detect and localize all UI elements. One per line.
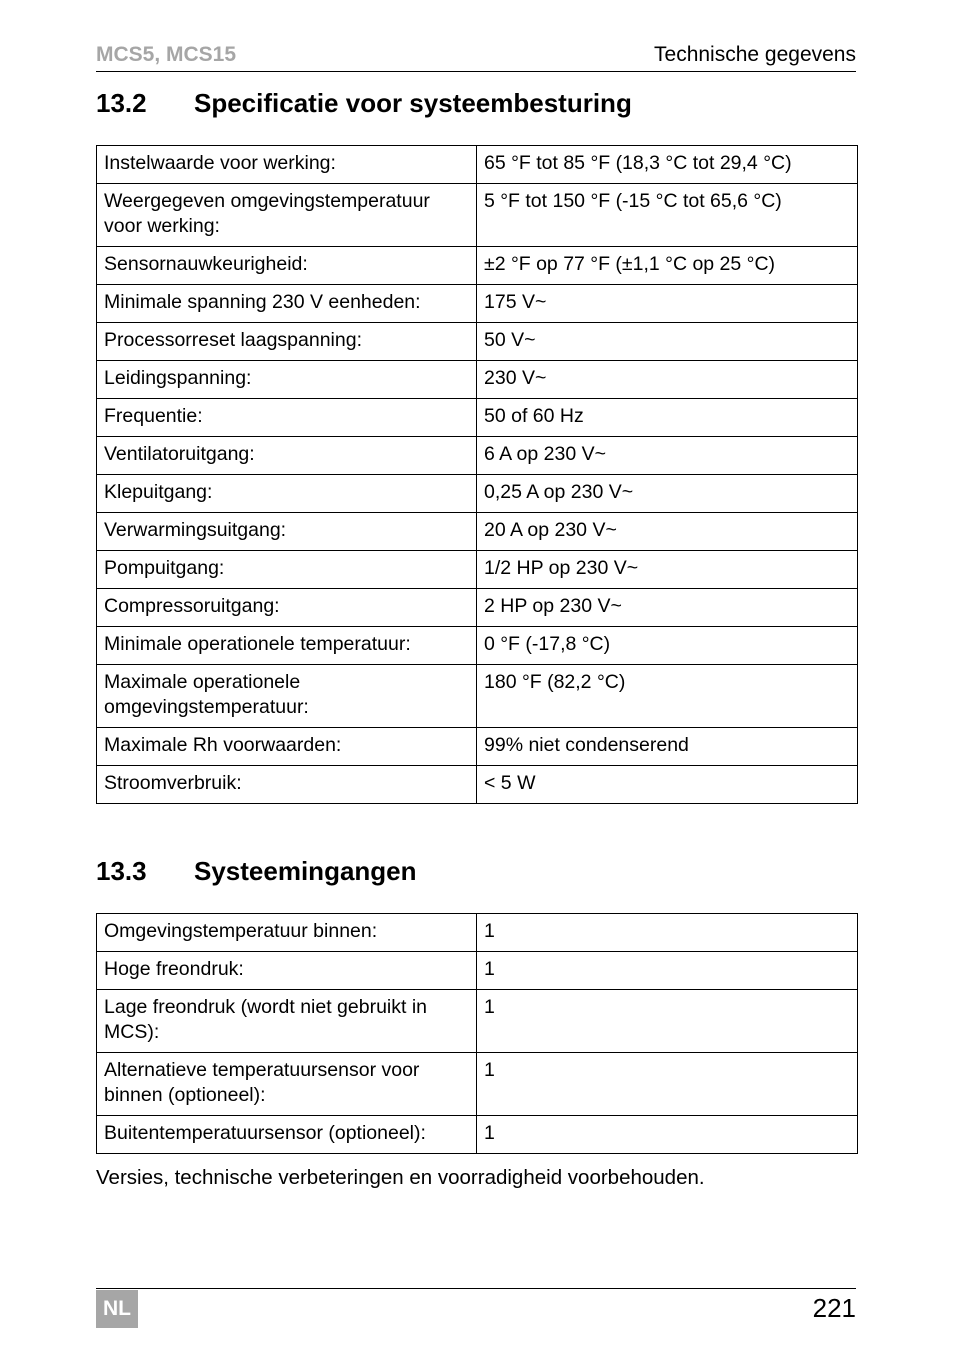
spec-value: 20 A op 230 V~ (477, 513, 858, 551)
spec-label: Buitentemperatuursensor (optioneel): (97, 1116, 477, 1154)
spec-label: Verwarmingsuitgang: (97, 513, 477, 551)
spec-value: 5 °F tot 150 °F (-15 °C tot 65,6 °C) (477, 184, 858, 247)
spec-label: Leidingspanning: (97, 361, 477, 399)
spec-value: 1 (477, 990, 858, 1053)
spec-value: 50 V~ (477, 323, 858, 361)
table-row (97, 285, 858, 323)
section-title: Systeemingangen (194, 856, 417, 886)
spec-value: 0 °F (-17,8 °C) (477, 627, 858, 665)
system-inputs-table (96, 913, 858, 1154)
spec-value: 1 (477, 952, 858, 990)
spec-value: 0,25 A op 230 V~ (477, 475, 858, 513)
chapter-title: Technische gegevens (654, 43, 856, 66)
table-row (97, 361, 858, 399)
table-row (97, 399, 858, 437)
spec-label: Hoge freondruk: (97, 952, 477, 990)
table-row (97, 323, 858, 361)
table-row (97, 146, 858, 184)
spec-label: Sensornauwkeurigheid: (97, 247, 477, 285)
product-name: MCS5, MCS15 (96, 43, 237, 66)
section-heading-13-2 (96, 88, 632, 119)
spec-value: 1 (477, 1053, 858, 1116)
spec-label: Processorreset laagspanning: (97, 323, 477, 361)
section-number: 13.3 (96, 856, 147, 886)
table-row (97, 627, 858, 665)
spec-value: < 5 W (477, 766, 858, 804)
spec-label: Klepuitgang: (97, 475, 477, 513)
table-row (97, 437, 858, 475)
table-row (97, 551, 858, 589)
table-row (97, 589, 858, 627)
spec-label: Lage freondruk (wordt niet gebruikt in MCS): (97, 990, 477, 1053)
spec-label: Maximale Rh voorwaarden: (97, 728, 477, 766)
spec-label: Compressoruitgang: (97, 589, 477, 627)
spec-value: 1 (477, 914, 858, 952)
table-row (97, 952, 858, 990)
section-number: 13.2 (96, 88, 147, 118)
language-badge: NL (96, 1290, 138, 1328)
disclaimer-note: Versies, technische verbeteringen en voorradigheid voorbehouden. (96, 1166, 705, 1189)
table-row (97, 914, 858, 952)
table-row (97, 184, 858, 247)
spec-label: Maximale operationele omgevingstemperatuur: (97, 665, 477, 728)
table-row (97, 475, 858, 513)
table-row (97, 990, 858, 1053)
spec-label: Omgevingstemperatuur binnen: (97, 914, 477, 952)
spec-label: Instelwaarde voor werking: (97, 146, 477, 184)
table-row (97, 728, 858, 766)
spec-label: Ventilatoruitgang: (97, 437, 477, 475)
table-row (97, 665, 858, 728)
spec-label: Alternatieve temperatuursensor voor binnen (optioneel): (97, 1053, 477, 1116)
spec-value: 50 of 60 Hz (477, 399, 858, 437)
table-row (97, 1053, 858, 1116)
footer-divider (96, 1288, 856, 1289)
section-heading-13-3 (96, 856, 417, 887)
spec-value: 99% niet condenserend (477, 728, 858, 766)
system-control-spec-table (96, 145, 858, 804)
spec-label: Minimale operationele temperatuur: (97, 627, 477, 665)
spec-value: ±2 °F op 77 °F (±1,1 °C op 25 °C) (477, 247, 858, 285)
spec-label: Stroomverbruik: (97, 766, 477, 804)
spec-value: 2 HP op 230 V~ (477, 589, 858, 627)
spec-label: Minimale spanning 230 V eenheden: (97, 285, 477, 323)
table-row (97, 247, 858, 285)
spec-value: 1/2 HP op 230 V~ (477, 551, 858, 589)
spec-label: Pompuitgang: (97, 551, 477, 589)
spec-value: 65 °F tot 85 °F (18,3 °C tot 29,4 °C) (477, 146, 858, 184)
page-number: 221 (812, 1293, 856, 1323)
table-row (97, 766, 858, 804)
page-header (96, 40, 856, 72)
spec-label: Frequentie: (97, 399, 477, 437)
spec-value: 180 °F (82,2 °C) (477, 665, 858, 728)
spec-value: 6 A op 230 V~ (477, 437, 858, 475)
section-title: Specificatie voor systeembesturing (194, 88, 632, 118)
spec-value: 175 V~ (477, 285, 858, 323)
spec-value: 1 (477, 1116, 858, 1154)
table-row (97, 513, 858, 551)
spec-label: Weergegeven omgevingstemperatuur voor werking: (97, 184, 477, 247)
table-row (97, 1116, 858, 1154)
spec-value: 230 V~ (477, 361, 858, 399)
